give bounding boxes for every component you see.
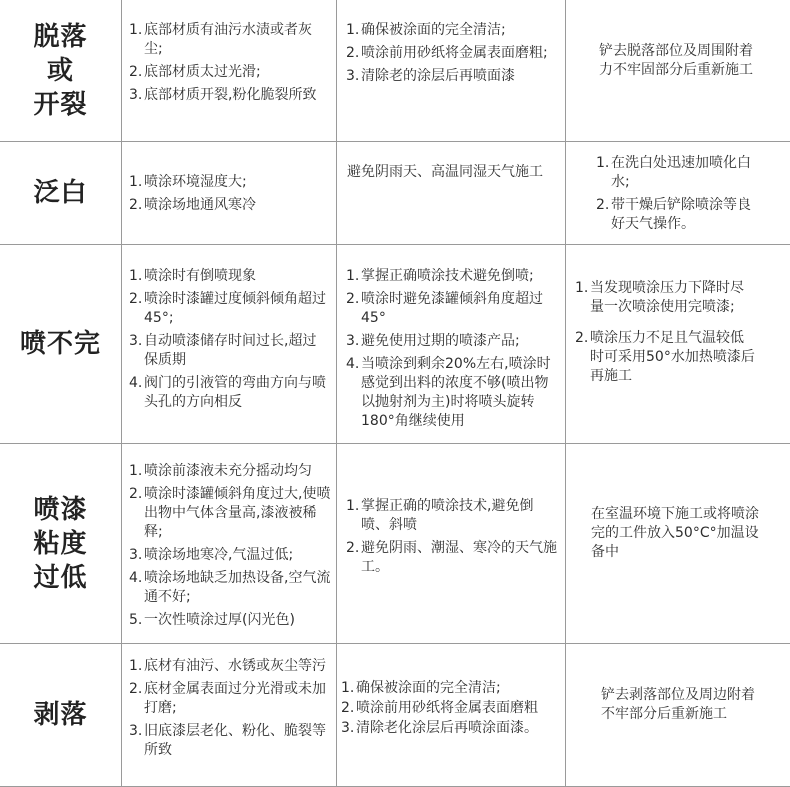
prevention-cell [337, 245, 566, 443]
list-item: 3. 自动喷漆储存时间过长,超过保质期 [129, 333, 317, 368]
causes-list [129, 21, 329, 105]
problem-name: 剥落 [33, 700, 88, 730]
remedy-list [575, 279, 755, 386]
list-item: 3. 喷涂场地寒冷,气温过低; [129, 547, 294, 563]
list-item: 3. 旧底漆层老化、粉化、脆裂等所致 [129, 723, 326, 758]
prevention-cell [337, 644, 566, 786]
remedy-cell [566, 142, 790, 244]
table-row [0, 0, 790, 142]
causes-cell [122, 444, 337, 643]
list-item: 2. 喷涂时漆罐过度倾斜倾角超过45°; [129, 291, 326, 326]
prevention-text: 避免阴雨天、高温同湿天气施工 [347, 164, 543, 180]
list-item: 3. 避免使用过期的喷漆产品; [346, 333, 520, 349]
list-item: 1. 底部材质有油污水渍或者灰尘; [129, 22, 312, 57]
list-item: 1. 掌握正确喷涂技术避免倒喷; [346, 268, 534, 284]
remedy-cell [566, 0, 790, 141]
remedy-text: 铲去脱落部位及周围附着力不牢固部分后重新施工 [599, 43, 753, 78]
prevention-cell [337, 444, 566, 643]
prevention-list [341, 679, 565, 738]
list-item: 2. 喷涂前用砂纸将金属表面磨粗 [341, 700, 538, 716]
causes-list [129, 657, 329, 760]
list-item: 1. 当发现喷涂压力下降时尽量一次喷涂使用完喷漆; [575, 280, 744, 315]
list-item: 4. 当喷涂到剩余20%左右,喷涂时感觉到出料的浓度不够(喷出物以抛射剂为主)时将喷头旋转180°角继续使用 [346, 356, 551, 429]
causes-list [129, 173, 329, 215]
list-item: 1. 底材有油污、水锈或灰尘等污 [129, 658, 326, 674]
list-item: 3. 清除老化涂层后再喷涂面漆。 [341, 720, 538, 736]
remedy-list [596, 154, 756, 234]
table-row [0, 444, 790, 644]
list-item: 2. 底部材质太过光滑; [129, 64, 261, 80]
list-item: 1. 喷涂时有倒喷现象 [129, 268, 256, 284]
list-item: 1. 在洗白处迅速加喷化白水; [596, 155, 751, 190]
list-item: 2. 喷涂时避免漆罐倾斜角度超过45° [346, 291, 543, 326]
prevention-list [346, 21, 558, 86]
list-item: 2. 带干燥后铲除喷涂等良好天气操作。 [596, 197, 751, 232]
remedy-cell [566, 444, 790, 643]
table-row [0, 644, 790, 787]
list-item: 2. 喷涂前用砂纸将金属表面磨粗; [346, 45, 548, 61]
problem-name-cell [0, 245, 122, 443]
list-item: 2. 避免阴雨、潮湿、寒冷的天气施工。 [346, 540, 557, 575]
causes-cell [122, 142, 337, 244]
causes-cell [122, 0, 337, 141]
problem-name-cell [0, 444, 122, 643]
problem-name: 泛白 [33, 178, 88, 208]
list-item: 1. 喷涂环境湿度大; [129, 174, 247, 190]
problem-name: 喷漆 粘度 过低 [33, 494, 88, 593]
list-item: 3. 清除老的涂层后再喷面漆 [346, 68, 515, 84]
causes-cell [122, 644, 337, 786]
list-item: 1. 确保被涂面的完全清洁; [341, 680, 501, 696]
list-item: 2. 喷涂压力不足且气温较低时可采用50°水加热喷漆后再施工 [575, 330, 755, 384]
causes-list [129, 267, 329, 412]
prevention-list [346, 497, 558, 577]
prevention-list [346, 267, 560, 431]
prevention-cell [337, 0, 566, 141]
list-item: 2. 底材金属表面过分光滑或未加打磨; [129, 681, 326, 716]
list-item: 3. 底部材质开裂,粉化脆裂所致 [129, 87, 317, 103]
remedy-cell [566, 644, 790, 786]
problem-name: 喷不完 [19, 329, 101, 359]
prevention-cell [337, 142, 566, 244]
list-item: 2. 喷涂时漆罐倾斜角度过大,使喷出物中气体含量高,漆液被稀释; [129, 486, 331, 540]
causes-list [129, 462, 332, 630]
table-row [0, 245, 790, 444]
remedy-cell [566, 245, 790, 443]
list-item: 5. 一次性喷涂过厚(闪光色) [129, 612, 295, 628]
list-item: 1. 掌握正确的喷涂技术,避免倒喷、斜喷 [346, 498, 534, 533]
remedy-text: 在室温环境下施工或将喷涂完的工件放入50°C°加温设备中 [591, 506, 759, 560]
table-row [0, 142, 790, 245]
problem-name-cell [0, 644, 122, 786]
remedy-text: 铲去剥落部位及周边附着不牢部分后重新施工 [601, 687, 755, 722]
list-item: 1. 喷涂前漆液未充分摇动均匀 [129, 463, 312, 479]
problem-name-cell [0, 0, 122, 141]
problem-name: 脱落 或 开裂 [33, 21, 88, 120]
list-item: 2. 喷涂场地通风寒冷 [129, 197, 256, 213]
causes-cell [122, 245, 337, 443]
problem-name-cell [0, 142, 122, 244]
list-item: 1. 确保被涂面的完全清洁; [346, 22, 506, 38]
list-item: 4. 阀门的引液管的弯曲方向与喷头孔的方向相反 [129, 375, 326, 410]
list-item: 4. 喷涂场地缺乏加热设备,空气流通不好; [129, 570, 331, 605]
